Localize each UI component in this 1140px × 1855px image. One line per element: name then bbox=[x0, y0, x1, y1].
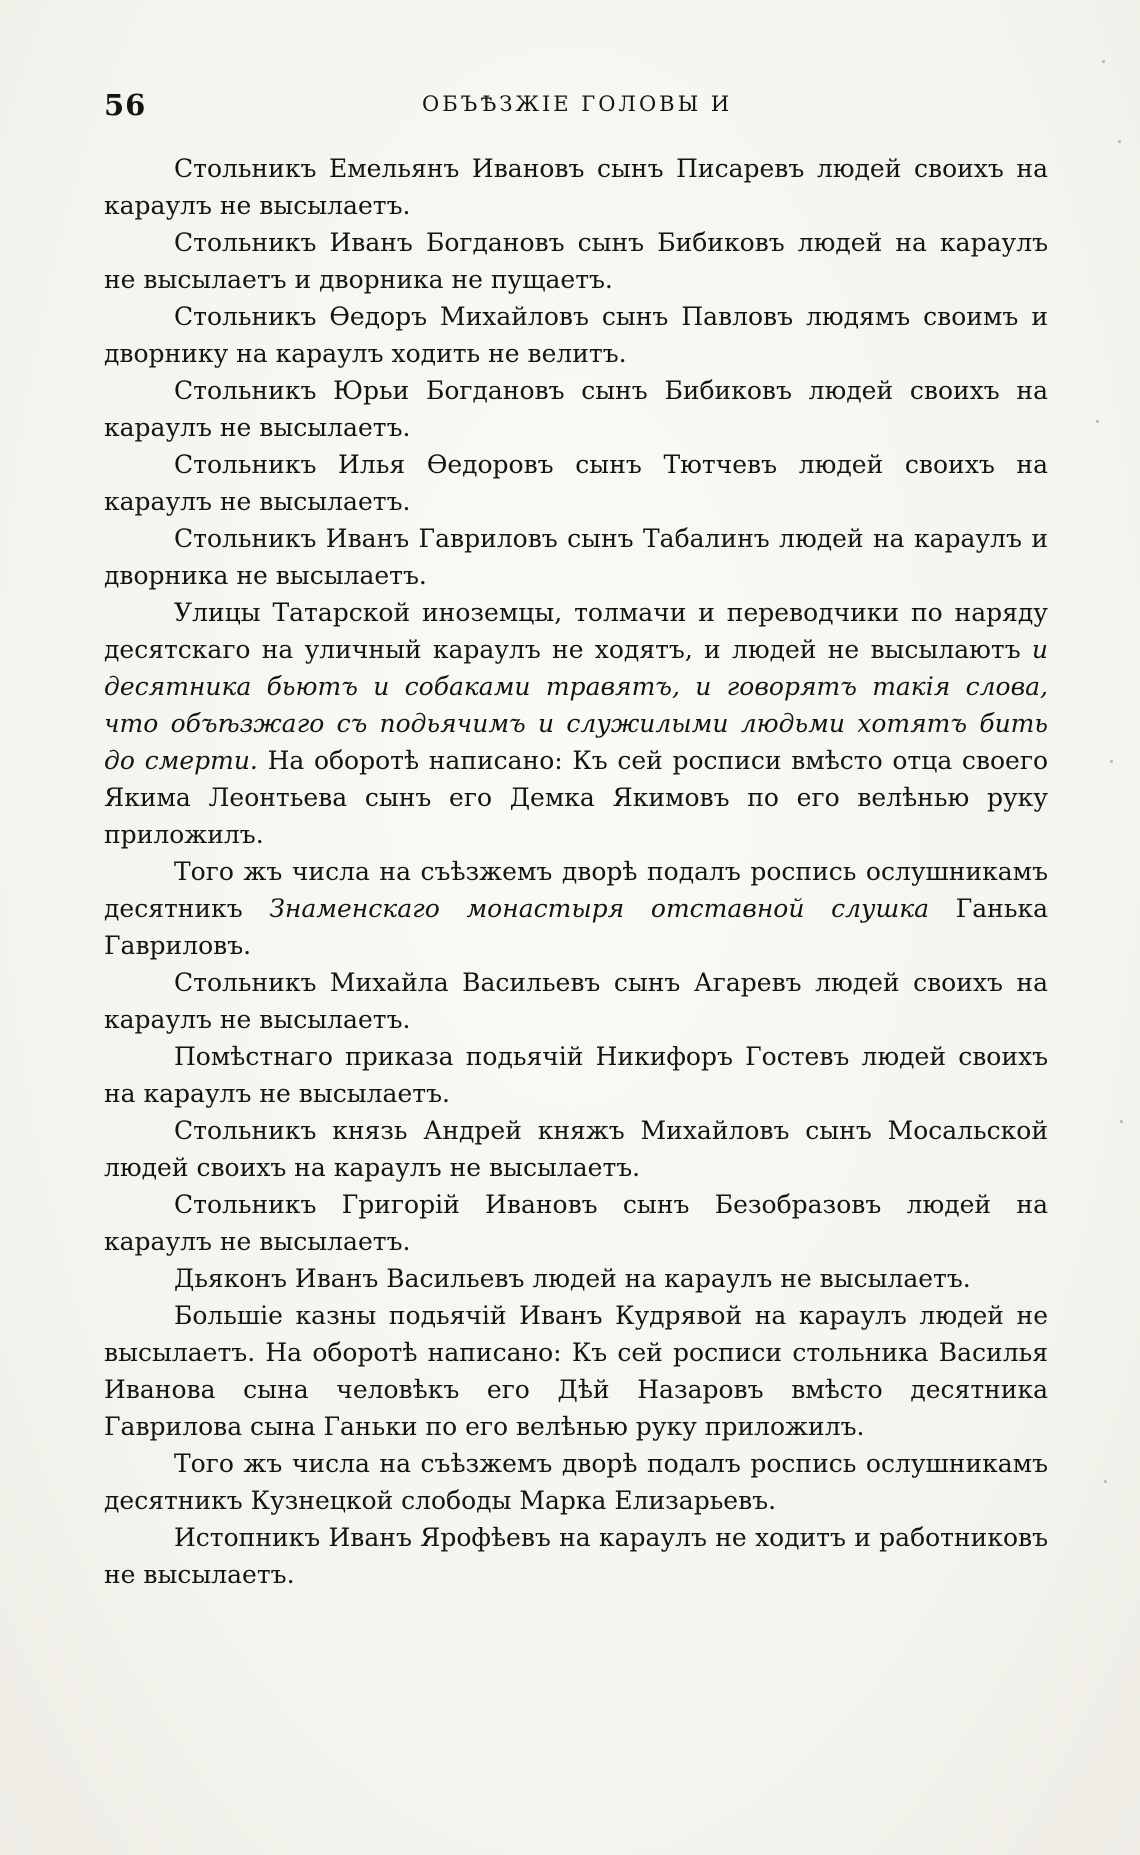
page-header bbox=[104, 88, 1044, 128]
scan-speck bbox=[1118, 140, 1121, 143]
text-segment: На оборотѣ написано: Къ сей росписи вмѣсто отца своего Якима Леонтьева сынъ его Демка Якимовъ по его велѣнью руку приложилъ. bbox=[104, 746, 1049, 849]
body-text bbox=[104, 150, 1048, 1593]
page-number: 56 bbox=[104, 88, 147, 122]
text-segment: Стольникъ Юрьи Богдановъ сынъ Бибиковъ людей своихъ на караулъ не высылаетъ. bbox=[104, 376, 1048, 442]
paragraph bbox=[104, 446, 1048, 520]
paragraph bbox=[104, 964, 1048, 1038]
italic-text: Знаменскаго монастыря отставной слушка bbox=[269, 894, 930, 923]
text-segment: Стольникъ князь Андрей княжъ Михайловъ сынъ Мосальской людей своихъ на караулъ не высылаетъ. bbox=[104, 1116, 1048, 1182]
paragraph bbox=[104, 224, 1048, 298]
text-segment: Того жъ числа на съѣзжемъ дворѣ подалъ роспись ослушникамъ десятникъ Кузнецкой слободы Марка Елизарьевъ. bbox=[104, 1449, 1048, 1515]
scan-speck bbox=[1120, 1120, 1123, 1123]
text-segment: Стольникъ Григорій Ивановъ сынъ Безобразовъ людей на караулъ не высылаетъ. bbox=[104, 1190, 1048, 1256]
paragraph bbox=[104, 150, 1048, 224]
paragraph bbox=[104, 372, 1048, 446]
text-segment: Дьяконъ Иванъ Васильевъ людей на караулъ не высылаетъ. bbox=[174, 1264, 971, 1293]
paragraph bbox=[104, 853, 1048, 964]
paragraph bbox=[104, 520, 1048, 594]
paragraph bbox=[104, 1260, 1048, 1297]
text-segment: Большіе казны подьячій Иванъ Кудрявой на караулъ людей не высылаетъ. На оборотѣ написано: Къ сей росписи стольника Василья Иванова сына человѣкъ его Дѣй Назаровъ вмѣсто десятника Гаврилова сына Ганьки по его велѣнью руку приложилъ. bbox=[104, 1301, 1048, 1441]
text-segment: Стольникъ Илья Ѳедоровъ сынъ Тютчевъ людей своихъ на караулъ не высылаетъ. bbox=[104, 450, 1048, 516]
italic-text: и десятника бьютъ и собаками травятъ, и говорятъ такія слова, что объѣзжаго съ подьячимъ и служилыми людьми хотятъ бить до смерти. bbox=[104, 635, 1048, 775]
text-segment: Стольникъ Ѳедоръ Михайловъ сынъ Павловъ людямъ своимъ и дворнику на караулъ ходить не велитъ. bbox=[104, 302, 1048, 368]
paragraph bbox=[104, 1186, 1048, 1260]
paragraph bbox=[104, 298, 1048, 372]
text-segment: Улицы Татарской иноземцы, толмачи и переводчики по наряду десятскаго на уличный караулъ не ходятъ, и людей не высылаютъ bbox=[104, 598, 1048, 664]
text-segment: Стольникъ Иванъ Богдановъ сынъ Бибиковъ людей на караулъ не высылаетъ и дворника не пущаетъ. bbox=[104, 228, 1048, 294]
scan-speck bbox=[1110, 760, 1113, 763]
text-segment: Ганька Гавриловъ. bbox=[104, 894, 1048, 960]
text-segment: Стольникъ Иванъ Гавриловъ сынъ Табалинъ людей на караулъ и дворника не высылаетъ. bbox=[104, 524, 1048, 590]
text-segment: Стольникъ Емельянъ Ивановъ сынъ Писаревъ людей своихъ на караулъ не высылаетъ. bbox=[104, 154, 1048, 220]
scan-speck bbox=[1104, 1480, 1107, 1483]
text-segment: Стольникъ Михайла Васильевъ сынъ Агаревъ людей своихъ на караулъ не высылаетъ. bbox=[104, 968, 1048, 1034]
paragraph bbox=[104, 1297, 1048, 1445]
scan-speck bbox=[1102, 60, 1105, 63]
paragraph bbox=[104, 1445, 1048, 1519]
text-segment: Помѣстнаго приказа подьячій Никифоръ Гостевъ людей своихъ на караулъ не высылаетъ. bbox=[104, 1042, 1048, 1108]
paragraph bbox=[104, 1112, 1048, 1186]
paragraph bbox=[104, 1038, 1048, 1112]
text-segment: Того жъ числа на съѣзжемъ дворѣ подалъ роспись ослушникамъ десятникъ bbox=[104, 857, 1048, 923]
scan-speck bbox=[1096, 420, 1099, 423]
running-head: ОБЪѢЗЖІЕ ГОЛОВЫ И bbox=[422, 92, 733, 116]
paragraph bbox=[104, 1519, 1048, 1593]
text-segment: Истопникъ Иванъ Ярофѣевъ на караулъ не ходитъ и работниковъ не высылаетъ. bbox=[104, 1523, 1048, 1589]
paragraph bbox=[104, 594, 1048, 853]
